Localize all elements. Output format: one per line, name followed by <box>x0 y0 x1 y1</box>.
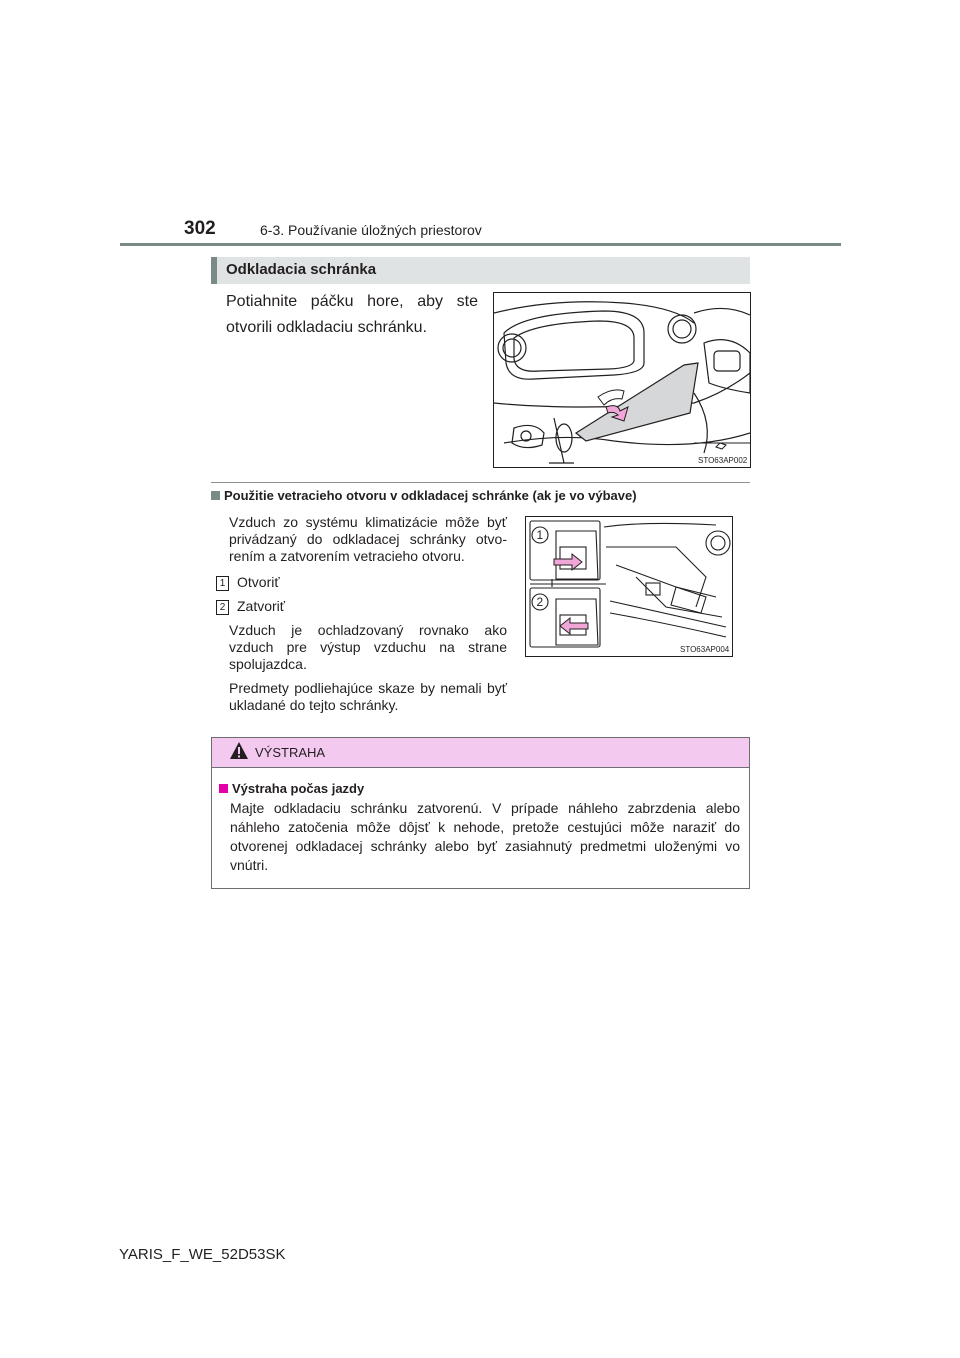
warning-box <box>211 737 750 889</box>
page-number: 302 <box>184 218 216 239</box>
glovebox-figure <box>493 292 751 468</box>
vent-figure <box>525 516 733 657</box>
footer-code: YARIS_F_WE_52D53SK <box>119 1246 286 1263</box>
warning-triangle-icon <box>229 741 249 761</box>
step-number-2: 2 <box>216 600 229 615</box>
vent-item-close <box>216 598 285 615</box>
square-bullet-icon <box>219 784 228 793</box>
glovebox-heading: Odkladacia schránka <box>226 261 377 278</box>
step-number-1: 1 <box>216 576 229 591</box>
open-arrow-icon <box>554 554 582 570</box>
warning-subtitle-text: Výstraha počas jazdy <box>232 781 365 796</box>
intro-line-2: otvorili odkladaciu schránku. <box>226 319 427 336</box>
section-separator <box>211 482 750 483</box>
vent-paragraph-2: Vzduch je ochladzovaný rovnako ako vzduch pre výstup vzduchu na strane spolujazdca. <box>229 622 507 672</box>
section-title: 6-3. Používanie úložných priestorov <box>260 222 482 238</box>
vent-subtitle <box>211 488 637 503</box>
warning-header <box>212 738 749 768</box>
header-rule <box>120 243 841 246</box>
vent-paragraph-1: Vzduch zo systému klimatizácie môže byť privádzaný do odkladacej schránky otvo-rením a zatvorením vetracieho otvoru. <box>229 514 507 564</box>
vent-subtitle-text: Použitie vetracieho otvoru v odkladacej schránke (ak je vo výbave) <box>224 488 637 503</box>
heading-marker <box>211 257 217 284</box>
vent-item-open <box>216 574 280 591</box>
intro-line-1: Potiahnite páčku hore, aby ste <box>226 293 478 310</box>
warning-label: VÝSTRAHA <box>255 745 326 760</box>
warning-text: Majte odkladaciu schránku zatvorenú. V prípade náhleho zabrzdenia alebo náhleho zatočenia môže dôjsť k nehode, pretože cestujúci môže naraziť do otvorenej odkladacej schránky alebo byť zasiahnutý predmetmi uloženými vo vnútri. <box>230 800 740 873</box>
square-bullet-icon <box>211 491 220 500</box>
glovebox-heading-bar <box>211 257 750 284</box>
glovebox-illustration <box>494 293 750 467</box>
figure-label-2: 2 <box>536 595 544 609</box>
warning-subtitle <box>219 781 364 796</box>
vent-item-label: Zatvoriť <box>237 598 286 614</box>
close-arrow-icon <box>560 618 588 634</box>
figure-label-1: 1 <box>536 528 544 542</box>
vent-item-label: Otvoriť <box>237 574 280 590</box>
figure-code: STO63AP004 <box>680 645 730 654</box>
vent-illustration <box>526 517 732 656</box>
vent-paragraph-3: Predmety podliehajúce skaze by nemali byť ukladané do tejto schránky. <box>229 680 507 713</box>
figure-code: STO63AP002 <box>698 456 748 465</box>
glovebox-intro <box>226 289 478 341</box>
